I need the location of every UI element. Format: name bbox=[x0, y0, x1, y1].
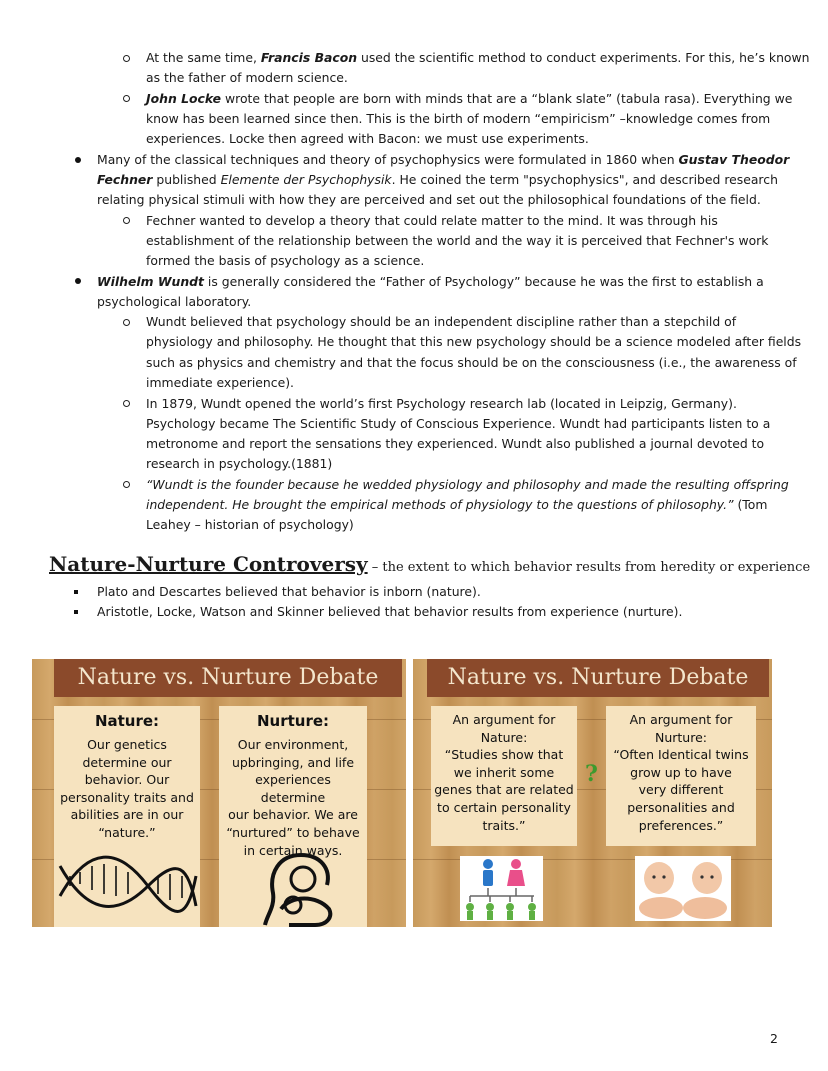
bullet-line: psychological laboratory. bbox=[97, 294, 252, 309]
bullet-line: research in psychology.(1881) bbox=[146, 456, 333, 471]
twins-photo bbox=[635, 856, 731, 921]
bullet-line: Wundt believed that psychology should be an independent discipline rather than a stepchild of bbox=[146, 314, 737, 329]
twins-icon bbox=[635, 856, 731, 921]
bullet-circle bbox=[123, 55, 130, 62]
nurture-body: Our environment, upbringing, and life experiences determine our behavior. We are “nurtured” to behave in certain ways. bbox=[226, 737, 360, 858]
section-heading bbox=[49, 552, 810, 576]
bullet-line: as the father of modern science. bbox=[146, 70, 348, 85]
nurture-card bbox=[219, 706, 367, 927]
bullet-line: At the same time, Francis Bacon used the scientific method to conduct experiments. For this, he’s known bbox=[146, 50, 810, 65]
bullet-line: physiology and philosophy. He thought that this new psychology should be a science modeled after fields bbox=[146, 334, 802, 349]
mother-child-icon bbox=[261, 849, 341, 927]
bullet-circle bbox=[123, 400, 130, 407]
page-number: 2 bbox=[770, 1031, 778, 1046]
bullet-line: establishment of the relationship between the world and the way it is perceived that Fechner's work bbox=[146, 233, 769, 248]
argument-nurture-body: An argument for Nurture: “Often Identical twins grow up to have very different personalities and preferences.” bbox=[613, 712, 749, 833]
bullet-line: independent. He brought the empirical methods of physiology to the questions of philosophy.” (Tom bbox=[146, 497, 768, 512]
nurture-title: Nurture: bbox=[256, 712, 330, 730]
nature-title: Nature: bbox=[94, 712, 160, 730]
bullet-square bbox=[74, 610, 78, 614]
bullet-line: Many of the classical techniques and theory of psychophysics were formulated in 1860 when Gustav Theodor bbox=[97, 152, 790, 167]
nature-card bbox=[54, 706, 200, 927]
bullet-circle bbox=[123, 481, 130, 488]
slide2-title: Nature vs. Nurture Debate bbox=[427, 659, 769, 697]
bullet-line: relating physical stimuli with how they are perceived and set out the philosophical foundations of the field. bbox=[97, 192, 761, 207]
argument-nurture-card bbox=[606, 706, 756, 846]
bullet-circle bbox=[123, 95, 130, 102]
section-subtitle: – the extent to which behavior results from heredity or experience bbox=[367, 560, 811, 575]
bullet-line: experiences. Locke then agreed with Bacon: we must use experiments. bbox=[146, 131, 589, 146]
slide1-title: Nature vs. Nurture Debate bbox=[54, 659, 402, 697]
argument-nature-body: An argument for Nature: “Studies show that we inherit some genes that are related to certain personality traits.” bbox=[434, 712, 574, 833]
bullet-line: Leahey – historian of psychology) bbox=[146, 517, 354, 532]
bullet-dot bbox=[75, 278, 81, 284]
bullet-line: metronome and report the sensations they experienced. Wundt also published a journal devoted to bbox=[146, 436, 765, 451]
bullet-line: formed the basis of psychology as a science. bbox=[146, 253, 425, 268]
bullet-line: Wilhelm Wundt is generally considered the “Father of Psychology” because he was the first to establish a bbox=[97, 274, 764, 289]
bullet-line: John Locke wrote that people are born with minds that are a “blank slate” (tabula rasa). Everything we bbox=[146, 91, 793, 106]
bullet-circle bbox=[123, 319, 130, 326]
bullet-line: Fechner wanted to develop a theory that could relate matter to the mind. It was through his bbox=[146, 213, 718, 228]
slide-nature-nurture-1 bbox=[32, 659, 406, 927]
bullet-circle bbox=[123, 217, 130, 224]
bullet-line: know has been learned since then. This is the birth of modern “empiricism” –knowledge comes from bbox=[146, 111, 771, 126]
bullet-line: immediate experience). bbox=[146, 375, 294, 390]
slide-nature-nurture-2 bbox=[413, 659, 772, 927]
bullet-line: Fechner published Elemente der Psychophysik. He coined the term "psychophysics", and described research bbox=[97, 172, 778, 187]
family-tree-image bbox=[460, 856, 543, 921]
bullet-line: In 1879, Wundt opened the world’s first Psychology research lab (located in Leipzig, Germany). bbox=[146, 396, 737, 411]
section-item: Aristotle, Locke, Watson and Skinner believed that behavior results from experience (nurture). bbox=[97, 604, 683, 619]
section-item: Plato and Descartes believed that behavior is inborn (nature). bbox=[97, 584, 481, 599]
question-mark: ? bbox=[585, 761, 598, 787]
bullet-line: Psychology became The Scientific Study of Conscious Experience. Wundt had participants listen to a bbox=[146, 416, 771, 431]
argument-nature-card bbox=[431, 706, 577, 846]
family-tree-icon bbox=[460, 856, 543, 921]
bullet-dot bbox=[75, 157, 81, 163]
bullet-square bbox=[74, 590, 78, 594]
bullet-line: “Wundt is the founder because he wedded physiology and philosophy and made the resulting offspring bbox=[146, 477, 789, 492]
section-title: Nature-Nurture Controversy bbox=[49, 552, 368, 576]
nature-body: Our genetics determine our behavior. Our personality traits and abilities are in our “nature.” bbox=[60, 737, 194, 840]
dna-helix-icon bbox=[58, 846, 198, 926]
bullet-line: such as physics and chemistry and that the focus should be on the consciousness (i.e., the awareness of bbox=[146, 355, 797, 370]
